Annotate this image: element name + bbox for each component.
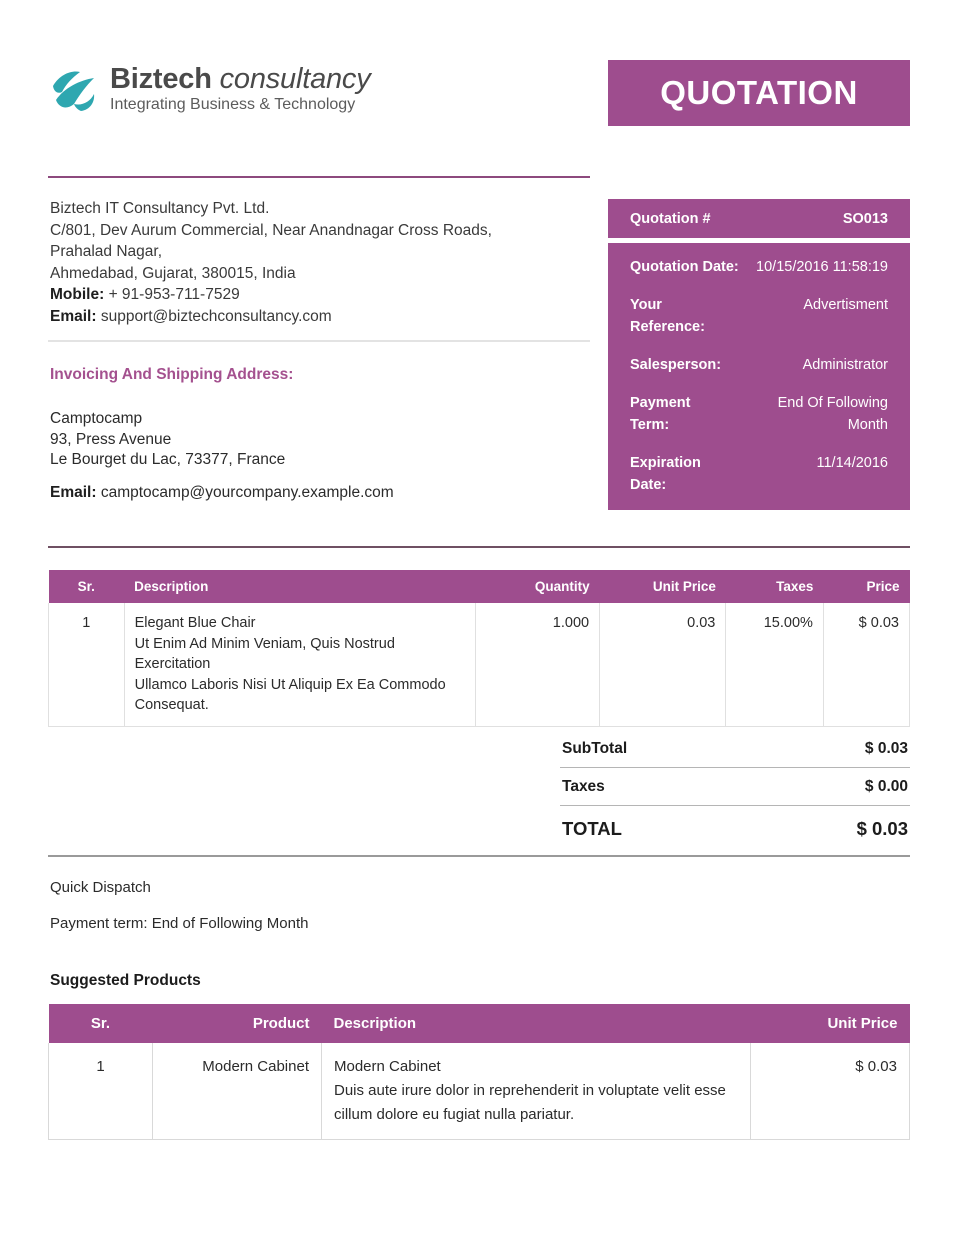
quotation-info-row bbox=[630, 294, 888, 338]
item-unit-price: 0.03 bbox=[600, 603, 726, 726]
suggested-header-row bbox=[49, 1004, 910, 1043]
suggested-col-header-description: Description bbox=[322, 1004, 751, 1043]
company-name: Biztech IT Consultancy Pvt. Ltd. bbox=[50, 200, 270, 217]
item-price: $ 0.03 bbox=[823, 603, 909, 726]
item-desc-line-3: Consequat. bbox=[134, 697, 209, 713]
payment-term-value: End Of Following Month bbox=[777, 395, 888, 433]
customer-email-label: Email: bbox=[50, 484, 97, 501]
item-name: Elegant Blue Chair bbox=[134, 615, 256, 631]
logo-tagline: Integrating Business & Technology bbox=[110, 96, 356, 114]
taxes-row bbox=[560, 768, 910, 806]
company-mobile-label: Mobile: bbox=[50, 286, 105, 303]
company-mobile-value: + 91-953-711-7529 bbox=[108, 286, 240, 303]
document-header bbox=[0, 56, 960, 152]
col-header-quantity: Quantity bbox=[475, 570, 600, 603]
col-header-description: Description bbox=[124, 570, 475, 603]
logo-wordmark bbox=[110, 64, 371, 94]
payment-term-label: Payment Term: bbox=[630, 395, 691, 433]
company-mobile-row bbox=[50, 284, 590, 306]
items-section-divider bbox=[48, 546, 910, 548]
customer-name: Camptocamp bbox=[50, 410, 143, 427]
table-row bbox=[49, 1043, 910, 1140]
invoicing-address-block bbox=[50, 409, 590, 471]
total-label: TOTAL bbox=[562, 818, 622, 839]
col-header-taxes: Taxes bbox=[726, 570, 824, 603]
quotation-info-panel bbox=[608, 243, 910, 510]
suggested-col-header-sr: Sr. bbox=[49, 1004, 153, 1043]
your-reference-value: Advertisment bbox=[803, 297, 888, 313]
quotation-info-row bbox=[630, 452, 888, 496]
suggested-col-header-product: Product bbox=[153, 1004, 322, 1043]
quotation-number-value: SO013 bbox=[842, 210, 888, 227]
address-divider-gray bbox=[48, 340, 590, 342]
line-items-table bbox=[48, 570, 910, 727]
customer-email-value: camptocamp@yourcompany.example.com bbox=[100, 484, 394, 501]
customer-city: Le Bourget du Lac, 73377, France bbox=[50, 451, 286, 468]
col-header-unit-price: Unit Price bbox=[600, 570, 726, 603]
note-quick-dispatch: Quick Dispatch bbox=[50, 879, 151, 896]
item-desc-line-2: Ullamco Laboris Nisi Ut Aliquip Ex Ea Commodo bbox=[134, 676, 446, 693]
company-email-label: Email: bbox=[50, 307, 97, 325]
item-description-cell bbox=[124, 603, 475, 726]
invoicing-address-title: Invoicing And Shipping Address: bbox=[50, 366, 294, 383]
notes-section-divider bbox=[48, 855, 910, 857]
company-email-value: support@biztechconsultancy.com bbox=[100, 307, 332, 325]
suggested-col-header-unit-price: Unit Price bbox=[751, 1004, 910, 1043]
totals-block bbox=[560, 730, 910, 849]
company-street: C/801, Dev Aurum Commercial, Near Anandnagar Cross Roads, bbox=[50, 221, 492, 239]
quotation-date-value: 10/15/2016 11:58:19 bbox=[756, 259, 888, 275]
note-payment-term: Payment term: End of Following Month bbox=[50, 915, 309, 932]
logo-wordmark-secondary: consultancy bbox=[219, 63, 371, 95]
company-logo bbox=[50, 60, 371, 116]
subtotal-value: $ 0.03 bbox=[864, 740, 908, 757]
your-reference-label: Your Reference: bbox=[630, 297, 705, 335]
taxes-value: $ 0.00 bbox=[864, 778, 908, 795]
suggested-product: Modern Cabinet bbox=[153, 1043, 322, 1140]
suggested-description-cell bbox=[322, 1043, 751, 1140]
quotation-info-row bbox=[630, 392, 888, 436]
item-desc-line-1: Ut Enim Ad Minim Veniam, Quis Nostrud Exercitation bbox=[134, 635, 395, 672]
quotation-info-row bbox=[630, 256, 888, 278]
quotation-number-bar bbox=[608, 199, 910, 238]
salesperson-label: Salesperson: bbox=[630, 357, 722, 373]
suggested-desc-line-3: cillum dolore eu fugiat nulla pariatur. bbox=[334, 1106, 575, 1123]
quotation-banner-title: QUOTATION bbox=[608, 60, 910, 126]
logo-wordmark-primary: Biztech bbox=[110, 63, 212, 95]
col-header-sr: Sr. bbox=[49, 570, 125, 603]
customer-street: 93, Press Avenue bbox=[50, 430, 172, 448]
company-city: Ahmedabad, Gujarat, 380015, India bbox=[50, 264, 296, 282]
company-area: Prahalad Nagar, bbox=[50, 243, 163, 260]
salesperson-value: Administrator bbox=[802, 357, 888, 373]
item-quantity: 1.000 bbox=[475, 603, 600, 726]
quotation-info-row bbox=[630, 354, 888, 376]
col-header-price: Price bbox=[823, 570, 909, 603]
subtotal-row bbox=[560, 730, 910, 768]
item-sr: 1 bbox=[49, 603, 125, 726]
suggested-desc-line-1: Modern Cabinet bbox=[334, 1058, 441, 1075]
item-taxes: 15.00% bbox=[726, 603, 824, 726]
taxes-label: Taxes bbox=[562, 778, 605, 795]
company-address-block bbox=[50, 198, 590, 327]
suggested-sr: 1 bbox=[49, 1043, 153, 1140]
suggested-desc-line-2: Duis aute irure dolor in reprehenderit in voluptate velit esse bbox=[334, 1082, 726, 1099]
table-row bbox=[49, 603, 910, 726]
biztech-logo-icon bbox=[50, 66, 98, 116]
total-row bbox=[560, 806, 910, 849]
subtotal-label: SubTotal bbox=[562, 740, 628, 757]
customer-email-row bbox=[50, 484, 394, 502]
expiration-date-label: Expiration Date: bbox=[630, 455, 701, 493]
suggested-products-table bbox=[48, 1004, 910, 1140]
suggested-products-title: Suggested Products bbox=[50, 972, 201, 989]
suggested-unit-price: $ 0.03 bbox=[751, 1043, 910, 1140]
total-value: $ 0.03 bbox=[856, 818, 908, 839]
header-divider-purple bbox=[48, 176, 590, 178]
quotation-number-label: Quotation # bbox=[630, 210, 711, 227]
company-email-row bbox=[50, 306, 590, 328]
quotation-date-label: Quotation Date: bbox=[630, 259, 739, 275]
expiration-date-value: 11/14/2016 bbox=[816, 455, 888, 471]
line-items-header-row bbox=[49, 570, 910, 603]
